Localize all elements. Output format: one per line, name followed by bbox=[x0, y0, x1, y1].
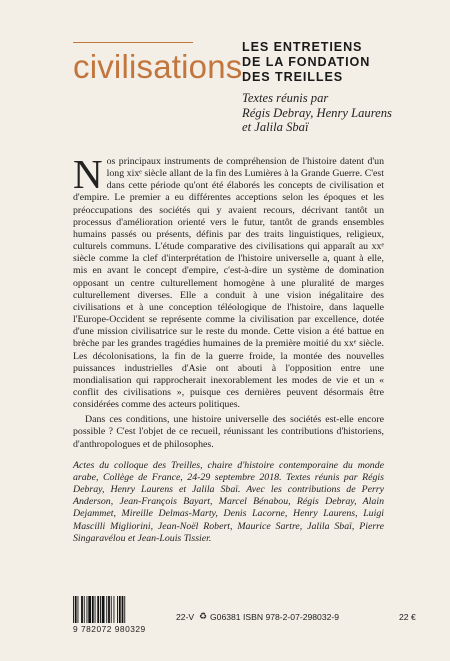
barcode-number: 9 782072 980329 bbox=[73, 624, 146, 634]
paragraph-2: Dans ces conditions, une histoire universelle des sociétés est-elle encore possible ? C'est l'objet de ce recueil, réunissant les contributions d'historiens, d'anthropologues et de philosophes. bbox=[73, 414, 384, 450]
byline bbox=[242, 91, 432, 135]
code-2: G06381 bbox=[210, 612, 241, 622]
header-block bbox=[242, 40, 432, 135]
title-line: LES ENTRETIENS bbox=[242, 40, 363, 54]
paragraph-1 bbox=[73, 151, 384, 411]
byline-line: Textes réunis par bbox=[242, 91, 329, 105]
drop-cap: N bbox=[73, 151, 103, 197]
blurb bbox=[73, 151, 384, 545]
price: 22 € bbox=[399, 612, 416, 622]
title-line: DES TREILLES bbox=[242, 70, 344, 84]
recycle-icon: ♻ bbox=[199, 611, 208, 621]
code-1: 22-V bbox=[176, 612, 195, 622]
book-title bbox=[242, 40, 432, 85]
byline-line: Régis Debray, Henry Laurens bbox=[242, 105, 392, 120]
paragraph-1-text: os principaux instruments de compréhension de l'histoire datent d'un long xixᵉ siècle allant de la fin des Lumières à la Grande Guerre. C'est dans cette période qu'ont été élaborés les concepts de civilisation et d'empire. Le premier a eu différentes acceptions selon les époques et les préoccupations des sociétés qui y avaient recours, décrivant tantôt un processus d'amélioration orienté vers le futur, tantôt de grands ensembles humains passés ou présents, définis par des traits linguistiques, religieux, culturels communs. L'étude comparative des civilisations qui apparaît au xxᵉ siècle comme la clef d'interprétation de l'histoire universelle a, quant à elle, mis en avant le concept d'empire, c'est-à-dire un système de domination opposant un centre culturellement homogène à une pluralité de marges culturellement diverses. Elle a conduit à une vision inégalitaire des civilisations et à une conception téléologique de l'histoire, dans laquelle l'Europe-Occident se représente comme la civilisation par excellence, dotée d'une mission civilisatrice sur le reste du monde. Cette vision a été battue en brèche par les grandes tragédies humaines de la première moitié du xxᵉ siècle. Les décolonisations, la fin de la guerre froide, la montée des nouvelles puissances industrielles d'Asie ont abouti à l'opposition entre une mondialisation qui rapprocherait inexorablement les modes de vie et un « conflit des civilisations », puisque ces dernières peuvent désormais être considérées comme des acteurs politiques. bbox=[73, 156, 384, 411]
series-rule bbox=[73, 42, 193, 43]
title-line: DE LA FONDATION bbox=[242, 55, 371, 69]
isbn: ISBN 978-2-07-298032-9 bbox=[243, 612, 340, 622]
byline-line: et Jalila Sbaï bbox=[242, 120, 309, 134]
series-name: civilisations bbox=[73, 48, 243, 85]
barcode bbox=[73, 596, 151, 623]
colloquium-note: Actes du colloque des Treilles, chaire d'histoire contemporaine du monde arabe, Collège de France, 24-29 septembre 2018. Textes réunis par Régis Debray, Henry Laurens et Jalila Sbaï. Avec les contributions de Perry Anderson, Jean-François Bayart, Marcel Bénabou, Régis Debray, Alain Dejammet, Mireille Delmas-Marty, Denis Lacorne, Henry Laurens, Luigi Mascilli Migliorini, Jean-Noël Robert, Maurice Sartre, Jalila Sbaï, Pierre Singaravélou et Jean-Louis Tissier. bbox=[73, 459, 384, 544]
